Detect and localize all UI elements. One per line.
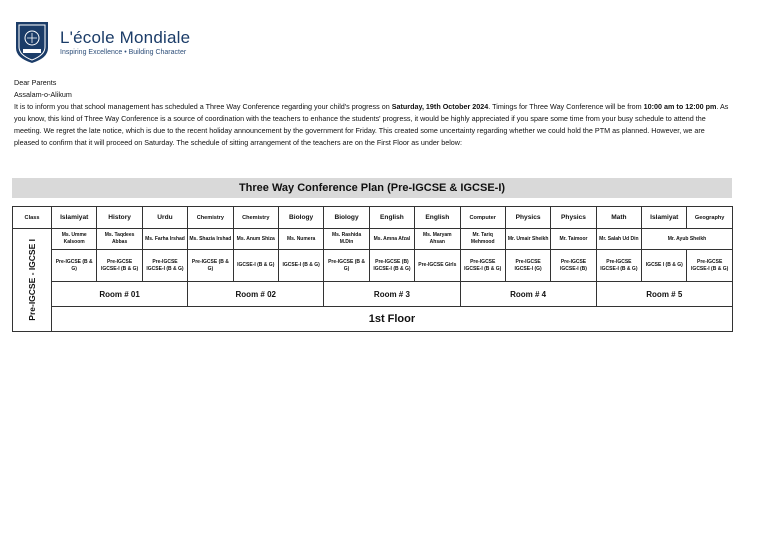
plan-title: Three Way Conference Plan (Pre-IGCSE & IGCSE-I)	[12, 178, 732, 198]
group-cell: Pre-IGCSE IGCSE-I (B & G)	[687, 250, 732, 282]
teacher-cell: Ms. Taqdees Abbas	[97, 229, 142, 250]
class-header: Class	[13, 207, 52, 229]
subject-header: English	[369, 207, 414, 229]
subject-header: Geography	[687, 207, 732, 229]
subject-header: Urdu	[142, 207, 187, 229]
plan-table	[12, 206, 733, 332]
teacher-cell: Ms. Numera	[278, 229, 323, 250]
subject-header: Chemistry	[188, 207, 233, 229]
conference-plan	[12, 178, 732, 332]
room-cell: Room # 4	[460, 282, 596, 307]
room-row	[13, 282, 733, 307]
subject-header: Math	[596, 207, 641, 229]
room-cell: Room # 5	[596, 282, 732, 307]
letter-paragraph	[14, 101, 730, 149]
letter-body	[14, 77, 730, 149]
teacher-cell: Mr. Umair Sheikh	[505, 229, 550, 250]
group-cell: Pre-IGCSE Girls	[415, 250, 460, 282]
group-cell: IGCSE-I (B & G)	[233, 250, 278, 282]
group-cell: Pre-IGCSE IGCSE-I (G)	[505, 250, 550, 282]
teacher-cell: Ms. Shazia Irshad	[188, 229, 233, 250]
group-cell: IGCSE I (B & G)	[642, 250, 687, 282]
floor-row	[13, 307, 733, 332]
conference-time: 10:00 am to 12:00 pm	[643, 102, 717, 111]
teacher-cell: Mr. Ayub Sheikh	[642, 229, 733, 250]
room-cell: Room # 01	[52, 282, 188, 307]
group-cell: Pre-IGCSE IGCSE-I (B & G)	[596, 250, 641, 282]
school-crest-logo	[14, 20, 50, 64]
teacher-cell: Ms. Amna Afzal	[369, 229, 414, 250]
school-header	[14, 20, 190, 64]
subject-header: Islamiyat	[52, 207, 97, 229]
school-name: L'école Mondiale	[60, 27, 191, 47]
group-cell: Pre-IGCSE IGCSE-I (B)	[551, 250, 596, 282]
greeting: Assalam-o-Alikum	[14, 90, 72, 99]
teacher-cell: Ms. Farha Irshad	[142, 229, 187, 250]
subject-header: Chemistry	[233, 207, 278, 229]
room-cell: Room # 3	[324, 282, 460, 307]
letter-text-2: . Timings for Three Way Conference will be from	[488, 102, 644, 111]
teacher-cell: Ms. Maryam Ahsan	[415, 229, 460, 250]
floor-cell: 1st Floor	[52, 307, 733, 332]
subject-header: Physics	[505, 207, 550, 229]
group-cell: Pre-IGCSE IGCSE-I (B & G)	[97, 250, 142, 282]
group-row	[13, 250, 733, 282]
teacher-cell: Mr. Salah Ud Din	[596, 229, 641, 250]
teacher-cell: Mr. Tariq Mehmood	[460, 229, 505, 250]
class-cell	[13, 229, 52, 332]
class-label: Pre-IGCSE - IGCSE I	[26, 239, 37, 321]
subject-header-row	[13, 207, 733, 229]
group-cell: Pre-IGCSE (B & G)	[324, 250, 369, 282]
subject-header: English	[415, 207, 460, 229]
group-cell: Pre-IGCSE (B & G)	[188, 250, 233, 282]
teacher-cell: Ms. Anum Shiza	[233, 229, 278, 250]
teacher-row	[13, 229, 733, 250]
group-cell: Pre-IGCSE IGCSE-I (B & G)	[142, 250, 187, 282]
subject-header: Biology	[278, 207, 323, 229]
letter-text-3: . As you know, this kind of Three Way Conference is a source of coordination with the teachers to enhance the students' progress, it would be highly appreciated if you spare some time from your busy schedule to attend the meeting. We regret the late notice, which is due to the recent holiday announcement by the government for Friday. This created some uncertainty regarding whether we could hold the PTM as planned. However, we are pleased to confirm that it will proceed on Saturday. The schedule of sitting arrangement of the teachers are on the First Floor as under below:	[14, 102, 729, 147]
room-cell: Room # 02	[188, 282, 324, 307]
subject-header: Computer	[460, 207, 505, 229]
school-tagline: Inspiring Excellence • Building Character	[60, 48, 187, 56]
salutation: Dear Parents	[14, 78, 57, 87]
group-cell: Pre-IGCSE (B) IGCSE-I (B & G)	[369, 250, 414, 282]
subject-header: Biology	[324, 207, 369, 229]
subject-header: Physics	[551, 207, 596, 229]
subject-header: Islamiyat	[642, 207, 687, 229]
group-cell: Pre-IGCSE (B & G)	[52, 250, 97, 282]
conference-date: Saturday, 19th October 2024	[391, 102, 489, 111]
teacher-cell: Ms. Rashida M.Din	[324, 229, 369, 250]
letter-text-1: It is to inform you that school management has scheduled a Three Way Conference regarding your child's progress on	[14, 102, 392, 111]
teacher-cell: Mr. Taimoor	[551, 229, 596, 250]
subject-header: History	[97, 207, 142, 229]
teacher-cell: Ms. Umme Kalsoom	[52, 229, 97, 250]
group-cell: Pre-IGCSE IGCSE-I (B & G)	[460, 250, 505, 282]
group-cell: IGCSE-I (B & G)	[278, 250, 323, 282]
